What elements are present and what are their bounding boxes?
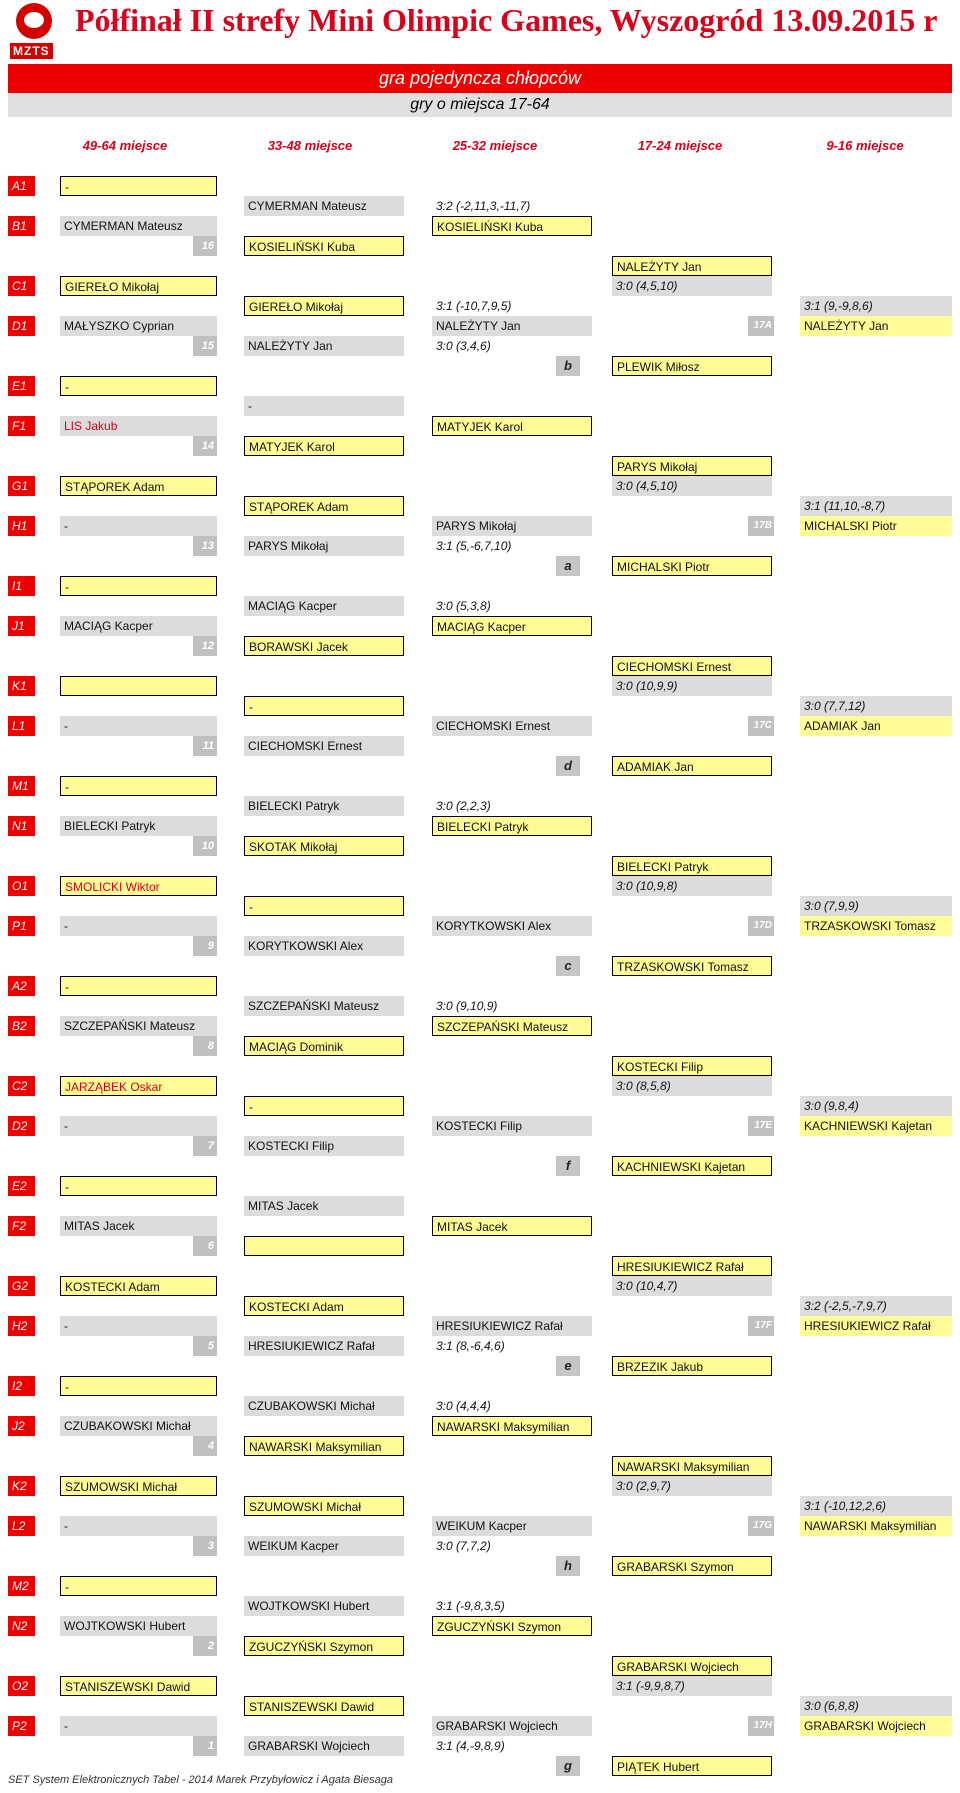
player-name: -: [60, 376, 217, 396]
match-winner: WEIKUM Kacper: [432, 1516, 592, 1536]
match-winner: NALEŻYTY Jan: [432, 316, 592, 336]
player-name: MACIĄG Kacper: [60, 616, 217, 636]
player-name: MITAS Jacek: [60, 1216, 217, 1236]
match-score: 3:0 (4,4,4): [436, 1399, 491, 1413]
player-name: GIEREŁO Mikołaj: [60, 276, 217, 296]
match-loser: TRZASKOWSKI Tomasz: [612, 956, 772, 976]
match-letter: b: [556, 356, 580, 376]
player-name: STĄPOREK Adam: [60, 476, 217, 496]
seed-label: N2: [8, 1616, 35, 1636]
round-header: 33-48 miejsce: [267, 138, 353, 153]
final-label: 17H: [748, 1716, 774, 1736]
match-winner: SZCZEPAŃSKI Mateusz: [244, 996, 404, 1016]
match-winner: KOSTECKI Adam: [244, 1296, 404, 1316]
final-label: 17B: [748, 516, 774, 536]
player-name: LIS Jakub: [60, 416, 217, 436]
match-number: 10: [193, 836, 217, 856]
player-name: SZCZEPAŃSKI Mateusz: [60, 1016, 217, 1036]
match-letter: d: [556, 756, 580, 776]
match-score: 3:1 (5,-6,7,10): [436, 539, 512, 553]
player-name: BIELECKI Patryk: [60, 816, 217, 836]
match-winner: GRABARSKI Wojciech: [244, 1736, 404, 1756]
player-name: [60, 676, 217, 696]
match-winner: KOSIELIŃSKI Kuba: [432, 216, 592, 236]
seed-label: A1: [8, 176, 35, 196]
match-winner: NAWARSKI Maksymilian: [244, 1436, 404, 1456]
seed-label: M1: [8, 776, 35, 796]
seed-label: D2: [8, 1116, 35, 1136]
match-number: 6: [193, 1236, 217, 1256]
match-winner: KOSTECKI Filip: [244, 1136, 404, 1156]
match-score: 3:1 (-10,12,2,6): [800, 1496, 952, 1516]
player-name: -: [60, 1116, 217, 1136]
match-winner: PARYS Mikołaj: [612, 456, 772, 476]
match-number: 1: [193, 1736, 217, 1756]
player-name: JARZĄBEK Oskar: [60, 1076, 217, 1096]
match-winner: HRESIUKIEWICZ Rafał: [612, 1256, 772, 1276]
seed-label: I2: [8, 1376, 35, 1396]
mzts-logo: [8, 3, 60, 59]
seed-label: J2: [8, 1416, 35, 1436]
final-winner: NALEŻYTY Jan: [800, 316, 952, 336]
match-winner: PARYS Mikołaj: [432, 516, 592, 536]
match-winner: SZCZEPAŃSKI Mateusz: [432, 1016, 592, 1036]
match-winner: MACIĄG Dominik: [244, 1036, 404, 1056]
match-winner: SZUMOWSKI Michał: [244, 1496, 404, 1516]
match-winner: BIELECKI Patryk: [612, 856, 772, 876]
match-winner: CIECHOMSKI Ernest: [432, 716, 592, 736]
seed-label: M2: [8, 1576, 35, 1596]
match-winner: -: [244, 896, 404, 916]
match-loser: KACHNIEWSKI Kajetan: [612, 1156, 772, 1176]
player-name: KOSTECKI Adam: [60, 1276, 217, 1296]
seed-label: P1: [8, 916, 35, 936]
match-winner: -: [244, 1096, 404, 1116]
round-header: 17-24 miejsce: [637, 138, 723, 153]
match-score: 3:0 (10,9,8): [612, 876, 772, 896]
match-number: 15: [193, 336, 217, 356]
match-winner: MATYJEK Karol: [432, 416, 592, 436]
match-score: 3:1 (-10,7,9,5): [436, 299, 512, 313]
match-score: 3:1 (-9,9,8,7): [612, 1676, 772, 1696]
match-score: 3:1 (-9,8,3,5): [436, 1599, 505, 1613]
match-winner: NALEŻYTY Jan: [244, 336, 404, 356]
match-score: 3:0 (3,4,6): [436, 339, 491, 353]
match-loser: PLEWIK Miłosz: [612, 356, 772, 376]
logo-text: MZTS: [10, 43, 53, 59]
player-name: -: [60, 916, 217, 936]
match-winner: NALEŻYTY Jan: [612, 256, 772, 276]
match-winner: WOJTKOWSKI Hubert: [244, 1596, 404, 1616]
match-letter: h: [556, 1556, 580, 1576]
final-label: 17E: [748, 1116, 774, 1136]
seed-label: K1: [8, 676, 35, 696]
match-score: 3:0 (4,5,10): [612, 276, 772, 296]
match-score: 3:1 (4,-9,8,9): [436, 1739, 505, 1753]
match-loser: ADAMIAK Jan: [612, 756, 772, 776]
final-winner: ADAMIAK Jan: [800, 716, 952, 736]
final-label: 17F: [748, 1316, 774, 1336]
match-winner: HRESIUKIEWICZ Rafał: [432, 1316, 592, 1336]
match-score: 3:2 (-2,5,-7,9,7): [800, 1296, 952, 1316]
match-winner: BORAWSKI Jacek: [244, 636, 404, 656]
player-name: MAŁYSZKO Cyprian: [60, 316, 217, 336]
match-number: 12: [193, 636, 217, 656]
match-number: 2: [193, 1636, 217, 1656]
match-winner: STĄPOREK Adam: [244, 496, 404, 516]
match-winner: NAWARSKI Maksymilian: [432, 1416, 592, 1436]
match-number: 13: [193, 536, 217, 556]
player-name: -: [60, 576, 217, 596]
match-winner: KORYTKOWSKI Alex: [432, 916, 592, 936]
seed-label: B1: [8, 216, 35, 236]
player-name: -: [60, 716, 217, 736]
player-name: -: [60, 1176, 217, 1196]
player-name: CZUBAKOWSKI Michał: [60, 1416, 217, 1436]
match-winner: ZGUCZYŃSKI Szymon: [244, 1636, 404, 1656]
seed-label: G2: [8, 1276, 35, 1296]
final-winner: MICHALSKI Piotr: [800, 516, 952, 536]
match-winner: -: [244, 396, 404, 416]
match-letter: c: [556, 956, 580, 976]
final-label: 17A: [748, 316, 774, 336]
seed-label: N1: [8, 816, 35, 836]
seed-label: F2: [8, 1216, 35, 1236]
player-name: SMOLICKI Wiktor: [60, 876, 217, 896]
match-score: 3:0 (9,10,9): [436, 999, 498, 1013]
seed-label: F1: [8, 416, 35, 436]
seed-label: I1: [8, 576, 35, 596]
match-number: 11: [193, 736, 217, 756]
match-score: 3:0 (7,9,9): [800, 896, 952, 916]
seed-label: B2: [8, 1016, 35, 1036]
match-winner: [244, 1236, 404, 1256]
match-score: 3:0 (10,9,9): [612, 676, 772, 696]
final-label: 17D: [748, 916, 774, 936]
match-winner: KOSTECKI Filip: [432, 1116, 592, 1136]
match-winner: MATYJEK Karol: [244, 436, 404, 456]
match-winner: GRABARSKI Wojciech: [612, 1656, 772, 1676]
match-winner: CZUBAKOWSKI Michał: [244, 1396, 404, 1416]
seed-label: G1: [8, 476, 35, 496]
player-name: WOJTKOWSKI Hubert: [60, 1616, 217, 1636]
footer: SET System Elektronicznych Tabel - 2014 Marek Przybyłowicz i Agata Biesaga: [8, 1774, 393, 1786]
match-number: 9: [193, 936, 217, 956]
seed-label: A2: [8, 976, 35, 996]
match-score: 3:1 (9,-9,8,6): [800, 296, 952, 316]
match-winner: SKOTAK Mikołaj: [244, 836, 404, 856]
match-score: 3:0 (6,8,8): [800, 1696, 952, 1716]
round-header: 25-32 miejsce: [452, 138, 538, 153]
match-score: 3:0 (10,4,7): [612, 1276, 772, 1296]
category-banner: gra pojedyncza chłopców: [8, 64, 952, 93]
final-winner: HRESIUKIEWICZ Rafał: [800, 1316, 952, 1336]
match-winner: MACIĄG Kacper: [432, 616, 592, 636]
match-winner: STANISZEWSKI Dawid: [244, 1696, 404, 1716]
seed-label: E2: [8, 1176, 35, 1196]
player-name: -: [60, 1716, 217, 1736]
match-loser: MICHALSKI Piotr: [612, 556, 772, 576]
match-score: 3:0 (7,7,2): [436, 1539, 491, 1553]
final-label: 17G: [748, 1516, 774, 1536]
match-score: 3:0 (9,8,4): [800, 1096, 952, 1116]
match-winner: GIEREŁO Mikołaj: [244, 296, 404, 316]
match-winner: -: [244, 696, 404, 716]
player-name: CYMERMAN Mateusz: [60, 216, 217, 236]
match-letter: e: [556, 1356, 580, 1376]
seed-label: H1: [8, 516, 35, 536]
match-winner: KORYTKOWSKI Alex: [244, 936, 404, 956]
player-name: SZUMOWSKI Michał: [60, 1476, 217, 1496]
seed-label: O2: [8, 1676, 35, 1696]
match-score: 3:2 (-2,11,3,-11,7): [436, 199, 531, 213]
match-score: 3:0 (4,5,10): [612, 476, 772, 496]
match-number: 3: [193, 1536, 217, 1556]
final-winner: NAWARSKI Maksymilian: [800, 1516, 952, 1536]
match-score: 3:1 (8,-6,4,6): [436, 1339, 505, 1353]
match-loser: GRABARSKI Szymon: [612, 1556, 772, 1576]
final-winner: GRABARSKI Wojciech: [800, 1716, 952, 1736]
player-name: -: [60, 516, 217, 536]
match-winner: CYMERMAN Mateusz: [244, 196, 404, 216]
seed-label: H2: [8, 1316, 35, 1336]
final-label: 17C: [748, 716, 774, 736]
match-number: 14: [193, 436, 217, 456]
match-score: 3:0 (2,9,7): [612, 1476, 772, 1496]
match-winner: HRESIUKIEWICZ Rafał: [244, 1336, 404, 1356]
player-name: -: [60, 1376, 217, 1396]
seed-label: C2: [8, 1076, 35, 1096]
match-score: 3:1 (11,10,-8,7): [800, 496, 952, 516]
match-winner: KOSTECKI Filip: [612, 1056, 772, 1076]
match-number: 8: [193, 1036, 217, 1056]
seed-label: L2: [8, 1516, 35, 1536]
seed-label: C1: [8, 276, 35, 296]
match-winner: NAWARSKI Maksymilian: [612, 1456, 772, 1476]
seed-label: L1: [8, 716, 35, 736]
player-name: -: [60, 1516, 217, 1536]
match-letter: f: [556, 1156, 580, 1176]
match-winner: CIECHOMSKI Ernest: [612, 656, 772, 676]
match-winner: CIECHOMSKI Ernest: [244, 736, 404, 756]
player-name: STANISZEWSKI Dawid: [60, 1676, 217, 1696]
match-winner: BIELECKI Patryk: [432, 816, 592, 836]
match-number: 4: [193, 1436, 217, 1456]
seed-label: D1: [8, 316, 35, 336]
match-letter: a: [556, 556, 580, 576]
match-winner: MITAS Jacek: [244, 1196, 404, 1216]
seed-label: K2: [8, 1476, 35, 1496]
match-letter: g: [556, 1756, 580, 1776]
player-name: -: [60, 1576, 217, 1596]
match-loser: BRZEZIK Jakub: [612, 1356, 772, 1376]
match-score: 3:0 (2,2,3): [436, 799, 491, 813]
match-winner: KOSIELIŃSKI Kuba: [244, 236, 404, 256]
player-name: -: [60, 176, 217, 196]
match-loser: PIĄTEK Hubert: [612, 1756, 772, 1776]
header: [0, 0, 960, 153]
seed-label: E1: [8, 376, 35, 396]
match-score: 3:0 (5,3,8): [436, 599, 491, 613]
subtitle-banner: gry o miejsca 17-64: [8, 93, 952, 117]
player-name: -: [60, 976, 217, 996]
match-winner: MITAS Jacek: [432, 1216, 592, 1236]
match-score: 3:0 (7,7,12): [800, 696, 952, 716]
match-number: 5: [193, 1336, 217, 1356]
final-winner: KACHNIEWSKI Kajetan: [800, 1116, 952, 1136]
match-winner: GRABARSKI Wojciech: [432, 1716, 592, 1736]
player-name: -: [60, 776, 217, 796]
match-winner: WEIKUM Kacper: [244, 1536, 404, 1556]
match-number: 16: [193, 236, 217, 256]
round-header: 9-16 miejsce: [826, 138, 904, 153]
match-number: 7: [193, 1136, 217, 1156]
round-header: 49-64 miejsce: [82, 138, 168, 153]
player-name: -: [60, 1316, 217, 1336]
match-winner: BIELECKI Patryk: [244, 796, 404, 816]
seed-label: J1: [8, 616, 35, 636]
final-winner: TRZASKOWSKI Tomasz: [800, 916, 952, 936]
match-score: 3:0 (8,5,8): [612, 1076, 772, 1096]
match-winner: ZGUCZYŃSKI Szymon: [432, 1616, 592, 1636]
match-winner: MACIĄG Kacper: [244, 596, 404, 616]
seed-label: P2: [8, 1716, 35, 1736]
page-title: Półfinał II strefy Mini Olimpic Games, Wyszogród 13.09.2015 r: [75, 2, 938, 38]
match-winner: PARYS Mikołaj: [244, 536, 404, 556]
seed-label: O1: [8, 876, 35, 896]
